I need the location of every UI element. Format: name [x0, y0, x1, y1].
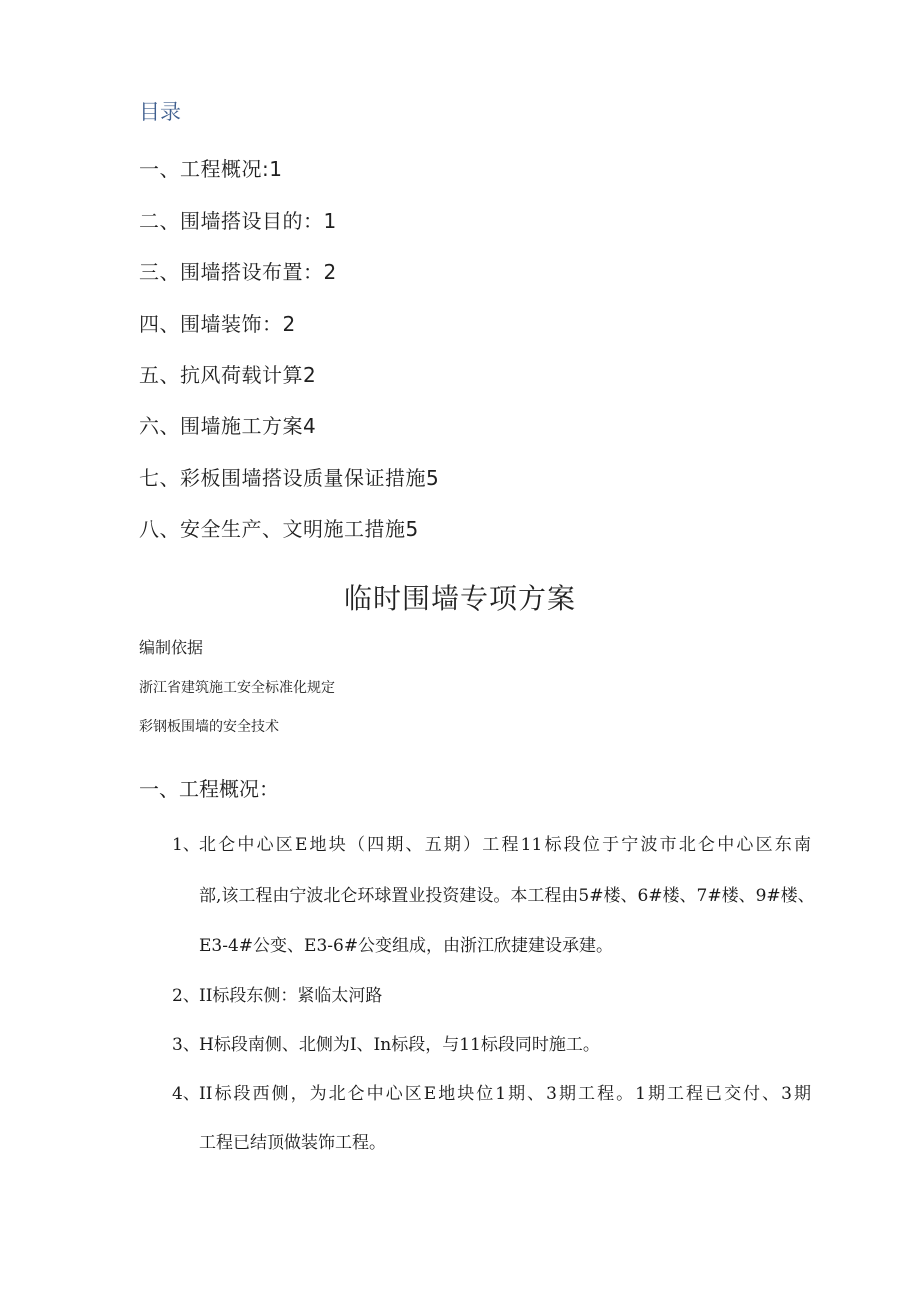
section-heading: 一、工程概况： [139, 777, 279, 801]
toc-item[interactable]: 二、围墙搭设目的：1 [139, 209, 337, 233]
toc-item[interactable]: 六、围墙施工方案4 [139, 414, 317, 438]
paragraph-line: 北仑中心区E地块（四期、五期）工程11标段位于宁波市北仑中心区东南 [199, 835, 811, 855]
item-number: 3、 [172, 1035, 200, 1055]
toc-item[interactable]: 五、抗风荷载计算2 [139, 363, 317, 387]
basis-heading: 编制依据 [139, 638, 204, 657]
item-number: 1、 [172, 835, 200, 855]
item-number: 2、 [172, 986, 200, 1006]
item-number: 4、 [172, 1084, 200, 1104]
toc-item[interactable]: 七、彩板围墙搭设质量保证措施5 [139, 466, 440, 490]
basis-item: 浙江省建筑施工安全标准化规定 [139, 680, 335, 696]
paragraph-line: 工程已结顶做装饰工程。 [199, 1133, 386, 1153]
basis-item: 彩钢板围墙的安全技术 [139, 719, 279, 735]
document-title: 临时围墙专项方案 [343, 582, 576, 615]
toc-title: 目录 [139, 100, 181, 124]
paragraph-line: 部,该工程由宁波北仑环球置业投资建设。本工程由5#楼、6#楼、7#楼、9#楼、 [199, 886, 815, 906]
paragraph-line: II标段西侧，为北仑中心区E地块位1期、3期工程。1期工程已交付、3期 [199, 1084, 811, 1104]
paragraph-line: H标段南侧、北侧为I、In标段，与11标段同时施工。 [199, 1035, 600, 1055]
paragraph-line: II标段东侧：紧临太河路 [199, 986, 383, 1006]
toc-item[interactable]: 一、工程概况:1 [139, 157, 283, 181]
toc-item[interactable]: 四、围墙装饰：2 [139, 312, 296, 336]
toc-item[interactable]: 三、围墙搭设布置：2 [139, 260, 337, 284]
toc-item[interactable]: 八、安全生产、文明施工措施5 [139, 517, 419, 541]
paragraph-line: E3-4#公变、E3-6#公变组成，由浙江欣捷建设承建。 [199, 936, 614, 956]
